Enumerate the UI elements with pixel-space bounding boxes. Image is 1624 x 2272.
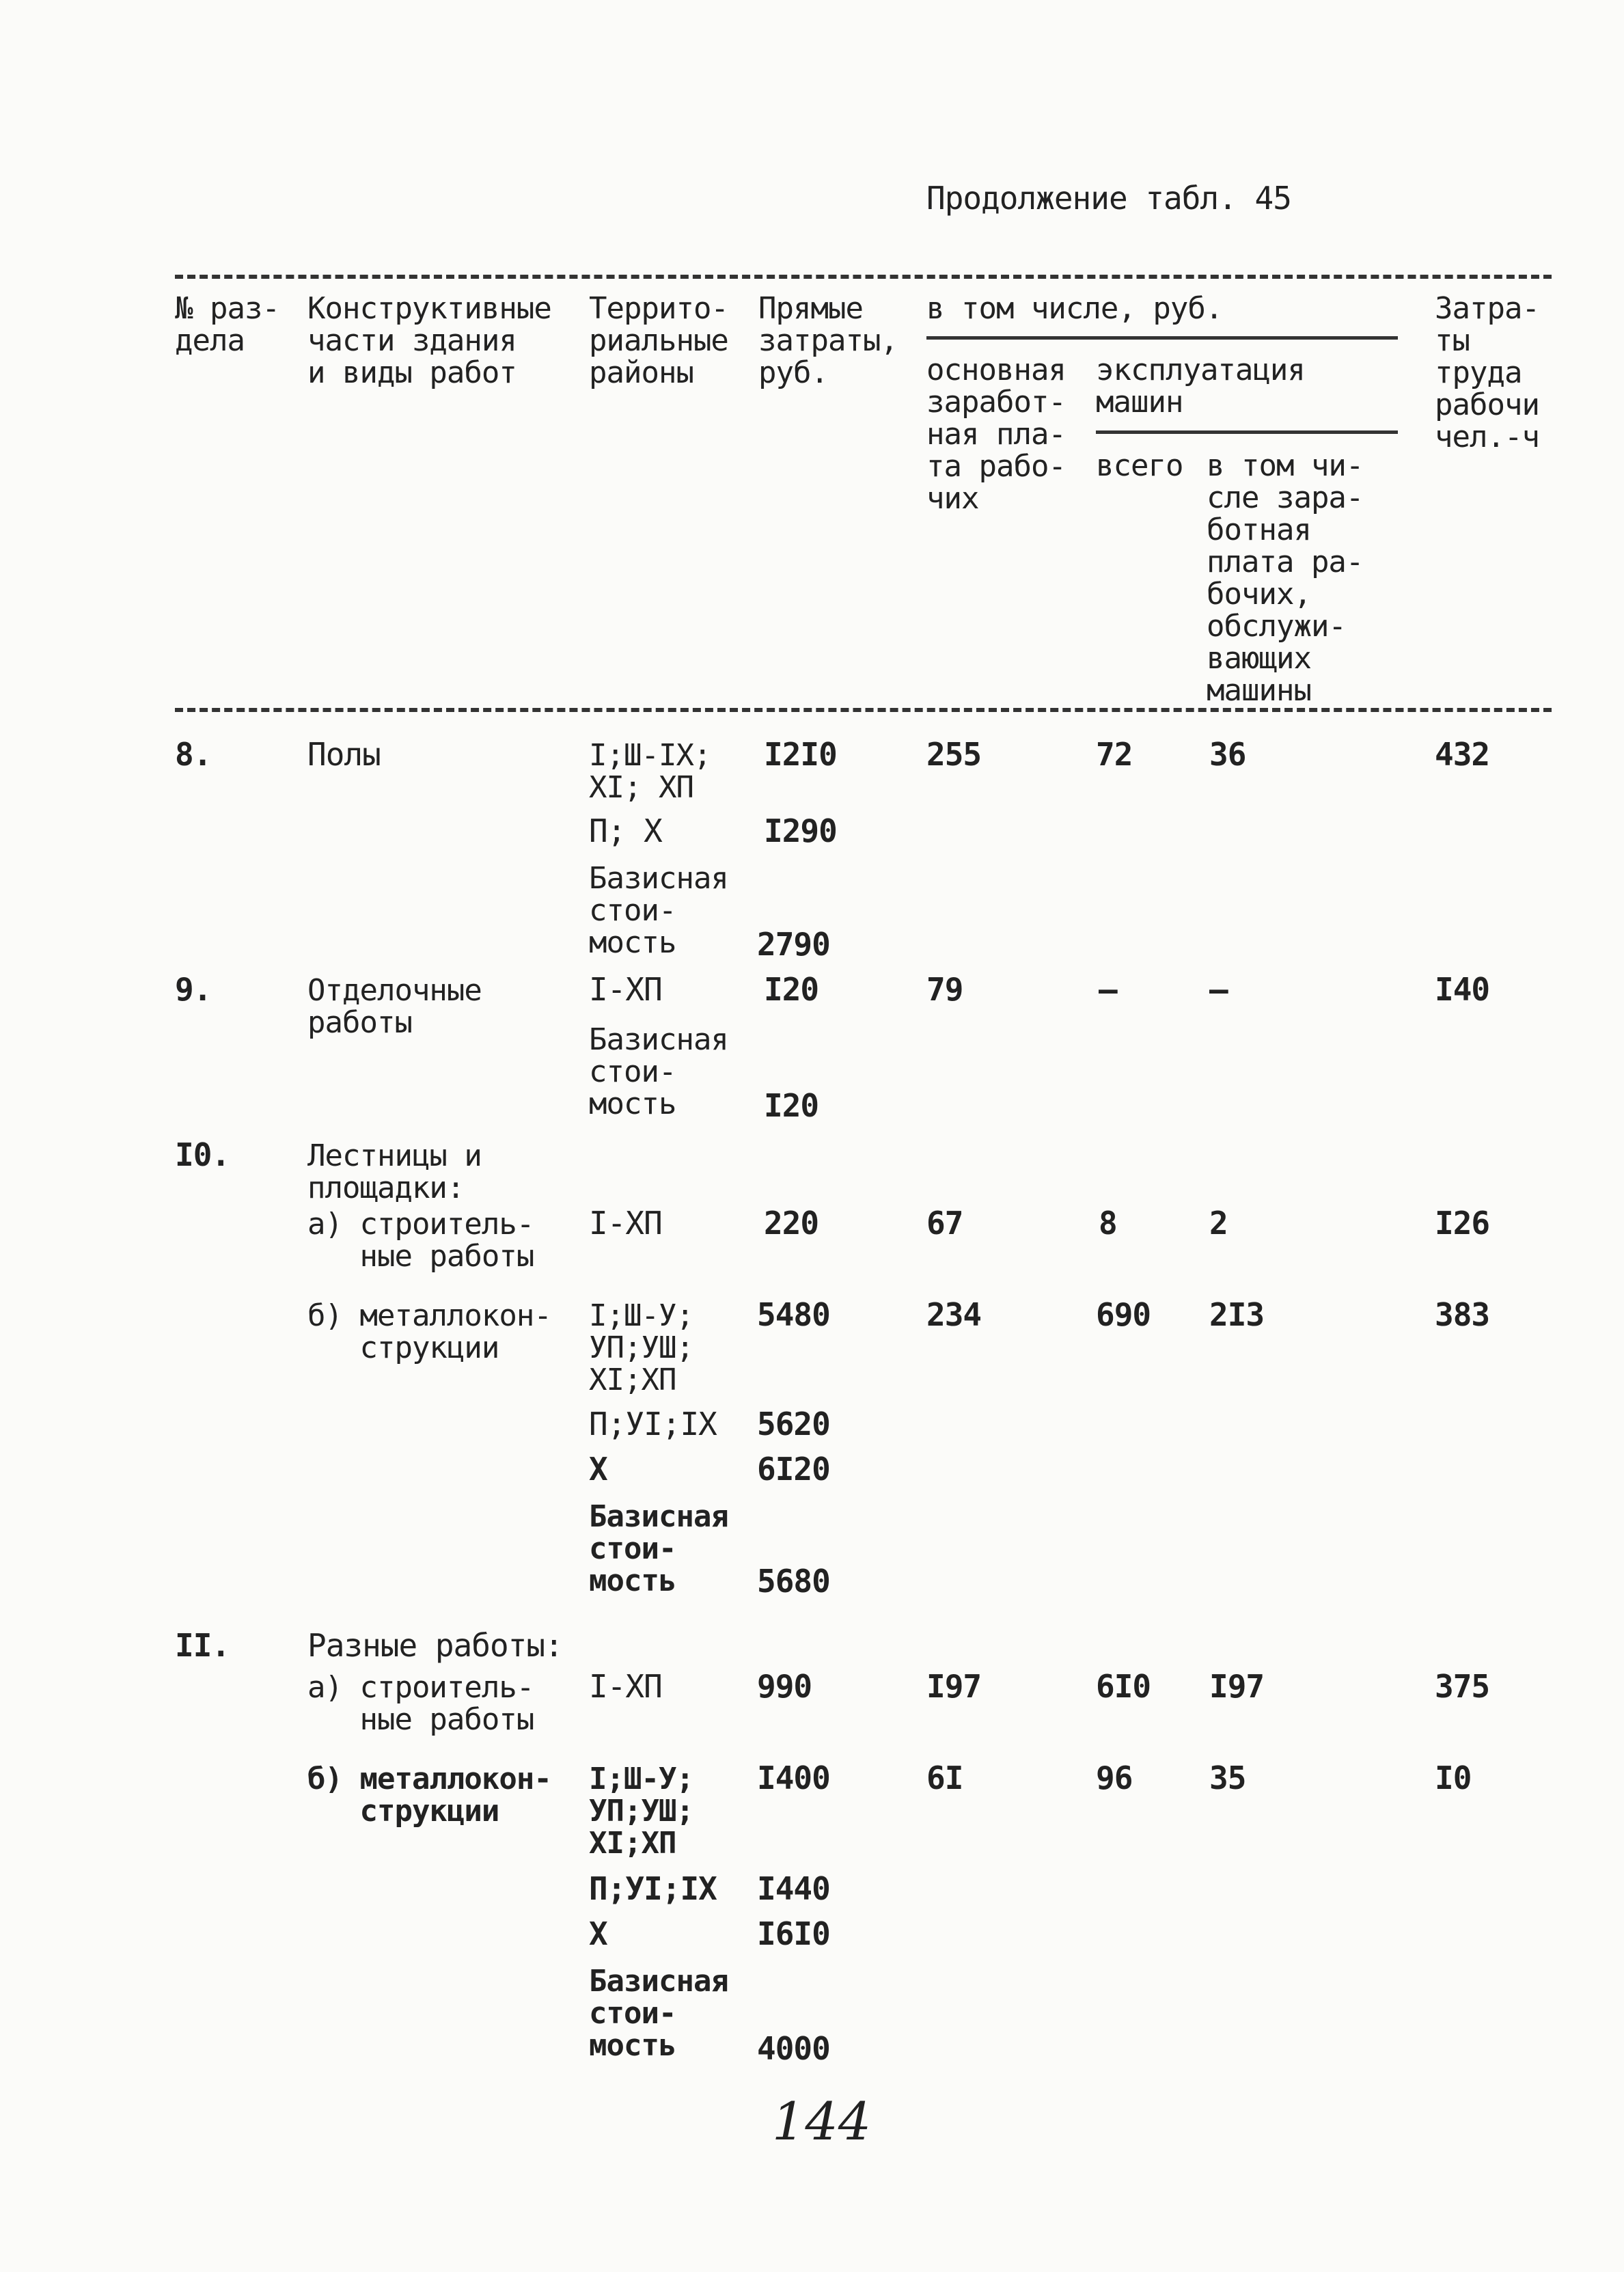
labor-cell: 383	[1435, 1296, 1490, 1333]
work-name: Отделочные работы	[307, 973, 482, 1040]
cost-cell: I290	[764, 812, 837, 849]
region-cell: I-XП	[589, 1205, 662, 1242]
header-regions: Террито- риальные районы	[589, 291, 728, 390]
machine-total-cell: 96	[1096, 1760, 1133, 1796]
salary-cell: 6I	[926, 1760, 963, 1796]
base-cost-label: Базисная стои- мость	[589, 1499, 728, 1598]
header-top-rule	[175, 275, 1552, 279]
work-name: Полы	[307, 736, 381, 773]
salary-cell: 255	[926, 736, 982, 773]
base-cost-label: Базисная стои- мость	[589, 861, 728, 960]
header-section-number: № раз- дела	[175, 291, 279, 358]
header-base-salary: основная заработ- ная пла- та рабо- чих	[926, 353, 1066, 516]
cost-cell: 220	[764, 1205, 819, 1242]
machine-total-cell: 690	[1096, 1296, 1151, 1333]
machine-salary-cell: I97	[1209, 1668, 1265, 1705]
machines-rule	[1096, 430, 1398, 434]
header-machine-total: всего	[1096, 448, 1183, 483]
region-cell: П; X	[589, 812, 662, 849]
region-cell: I;Ш-У; УП;УШ; XI;XП	[589, 1298, 693, 1397]
section-number: II.	[175, 1627, 230, 1664]
machine-total-cell: 8	[1099, 1205, 1117, 1242]
cost-cell: I440	[757, 1870, 830, 1907]
header-construction-parts: Конструктивные части здания и виды работ	[307, 291, 551, 390]
header-machine-operation: эксплуатация машин	[1096, 353, 1305, 420]
labor-cell: I40	[1435, 971, 1490, 1008]
subwork-name: а) строитель- ные работы	[307, 1207, 534, 1274]
region-cell: I-XП	[589, 971, 662, 1008]
base-cost-value: 4000	[757, 2030, 830, 2067]
group-rule	[926, 336, 1398, 340]
salary-cell: I97	[926, 1668, 982, 1705]
header-direct-costs: Прямые затраты, руб.	[758, 291, 898, 390]
machine-salary-cell: –	[1209, 971, 1228, 1008]
salary-cell: 79	[926, 971, 963, 1008]
cost-cell: 990	[757, 1668, 812, 1705]
region-cell: I;Ш-У; УП;УШ; XI;XП	[589, 1762, 693, 1861]
cost-cell: I400	[757, 1760, 830, 1796]
cost-cell: 6I20	[757, 1451, 830, 1488]
machine-salary-cell: 36	[1209, 736, 1246, 773]
salary-cell: 234	[926, 1296, 982, 1333]
header-labor-costs: Затра- ты труда рабочи чел.-ч	[1435, 291, 1539, 454]
header-machine-salary: в том чи- сле зара- ботная плата ра- бочих, обслужи- вающих машины	[1207, 448, 1364, 708]
cost-cell: I6I0	[757, 1915, 830, 1952]
subwork-name: б) металлокон- струкции	[307, 1298, 551, 1365]
machine-total-cell: 72	[1096, 736, 1133, 773]
header-bottom-rule	[175, 708, 1552, 712]
cost-cell: 5620	[757, 1406, 830, 1442]
region-cell: I-XП	[589, 1668, 662, 1705]
region-cell: П;УI;IX	[589, 1870, 717, 1907]
header-including: в том числе, руб.	[926, 291, 1223, 326]
salary-cell: 67	[926, 1205, 963, 1242]
machine-salary-cell: 2	[1209, 1205, 1228, 1242]
labor-cell: I0	[1435, 1760, 1472, 1796]
labor-cell: 375	[1435, 1668, 1490, 1705]
machine-total-cell: 6I0	[1096, 1668, 1151, 1705]
labor-cell: I26	[1435, 1205, 1490, 1242]
subwork-name: б) металлокон- струкции	[307, 1762, 551, 1829]
machine-total-cell: –	[1099, 971, 1117, 1008]
region-cell: X	[589, 1451, 607, 1488]
table-title: Продолжение табл. 45	[926, 180, 1291, 217]
subwork-name: а) строитель- ные работы	[307, 1670, 534, 1737]
labor-cell: 432	[1435, 736, 1490, 773]
section-number: I0.	[175, 1136, 230, 1173]
machine-salary-cell: 35	[1209, 1760, 1246, 1796]
region-cell: П;УI;IX	[589, 1406, 717, 1442]
base-cost-label: Базисная стои- мость	[589, 1022, 728, 1121]
work-name: Разные работы:	[307, 1627, 563, 1664]
cost-cell: 5480	[757, 1296, 830, 1333]
section-number: 8.	[175, 736, 212, 773]
cost-cell: I2I0	[764, 736, 837, 773]
machine-salary-cell: 2I3	[1209, 1296, 1265, 1333]
region-cell: I;Ш-IX; XI; XП	[589, 738, 711, 805]
base-cost-value: 5680	[757, 1563, 830, 1600]
work-name: Лестницы и площадки:	[307, 1138, 482, 1205]
cost-cell: I20	[764, 971, 819, 1008]
page-number: 144	[772, 2091, 872, 2152]
base-cost-label: Базисная стои- мость	[589, 1964, 728, 2063]
base-cost-value: I20	[764, 1087, 819, 1124]
section-number: 9.	[175, 971, 212, 1008]
base-cost-value: 2790	[757, 926, 830, 963]
region-cell: X	[589, 1915, 607, 1952]
